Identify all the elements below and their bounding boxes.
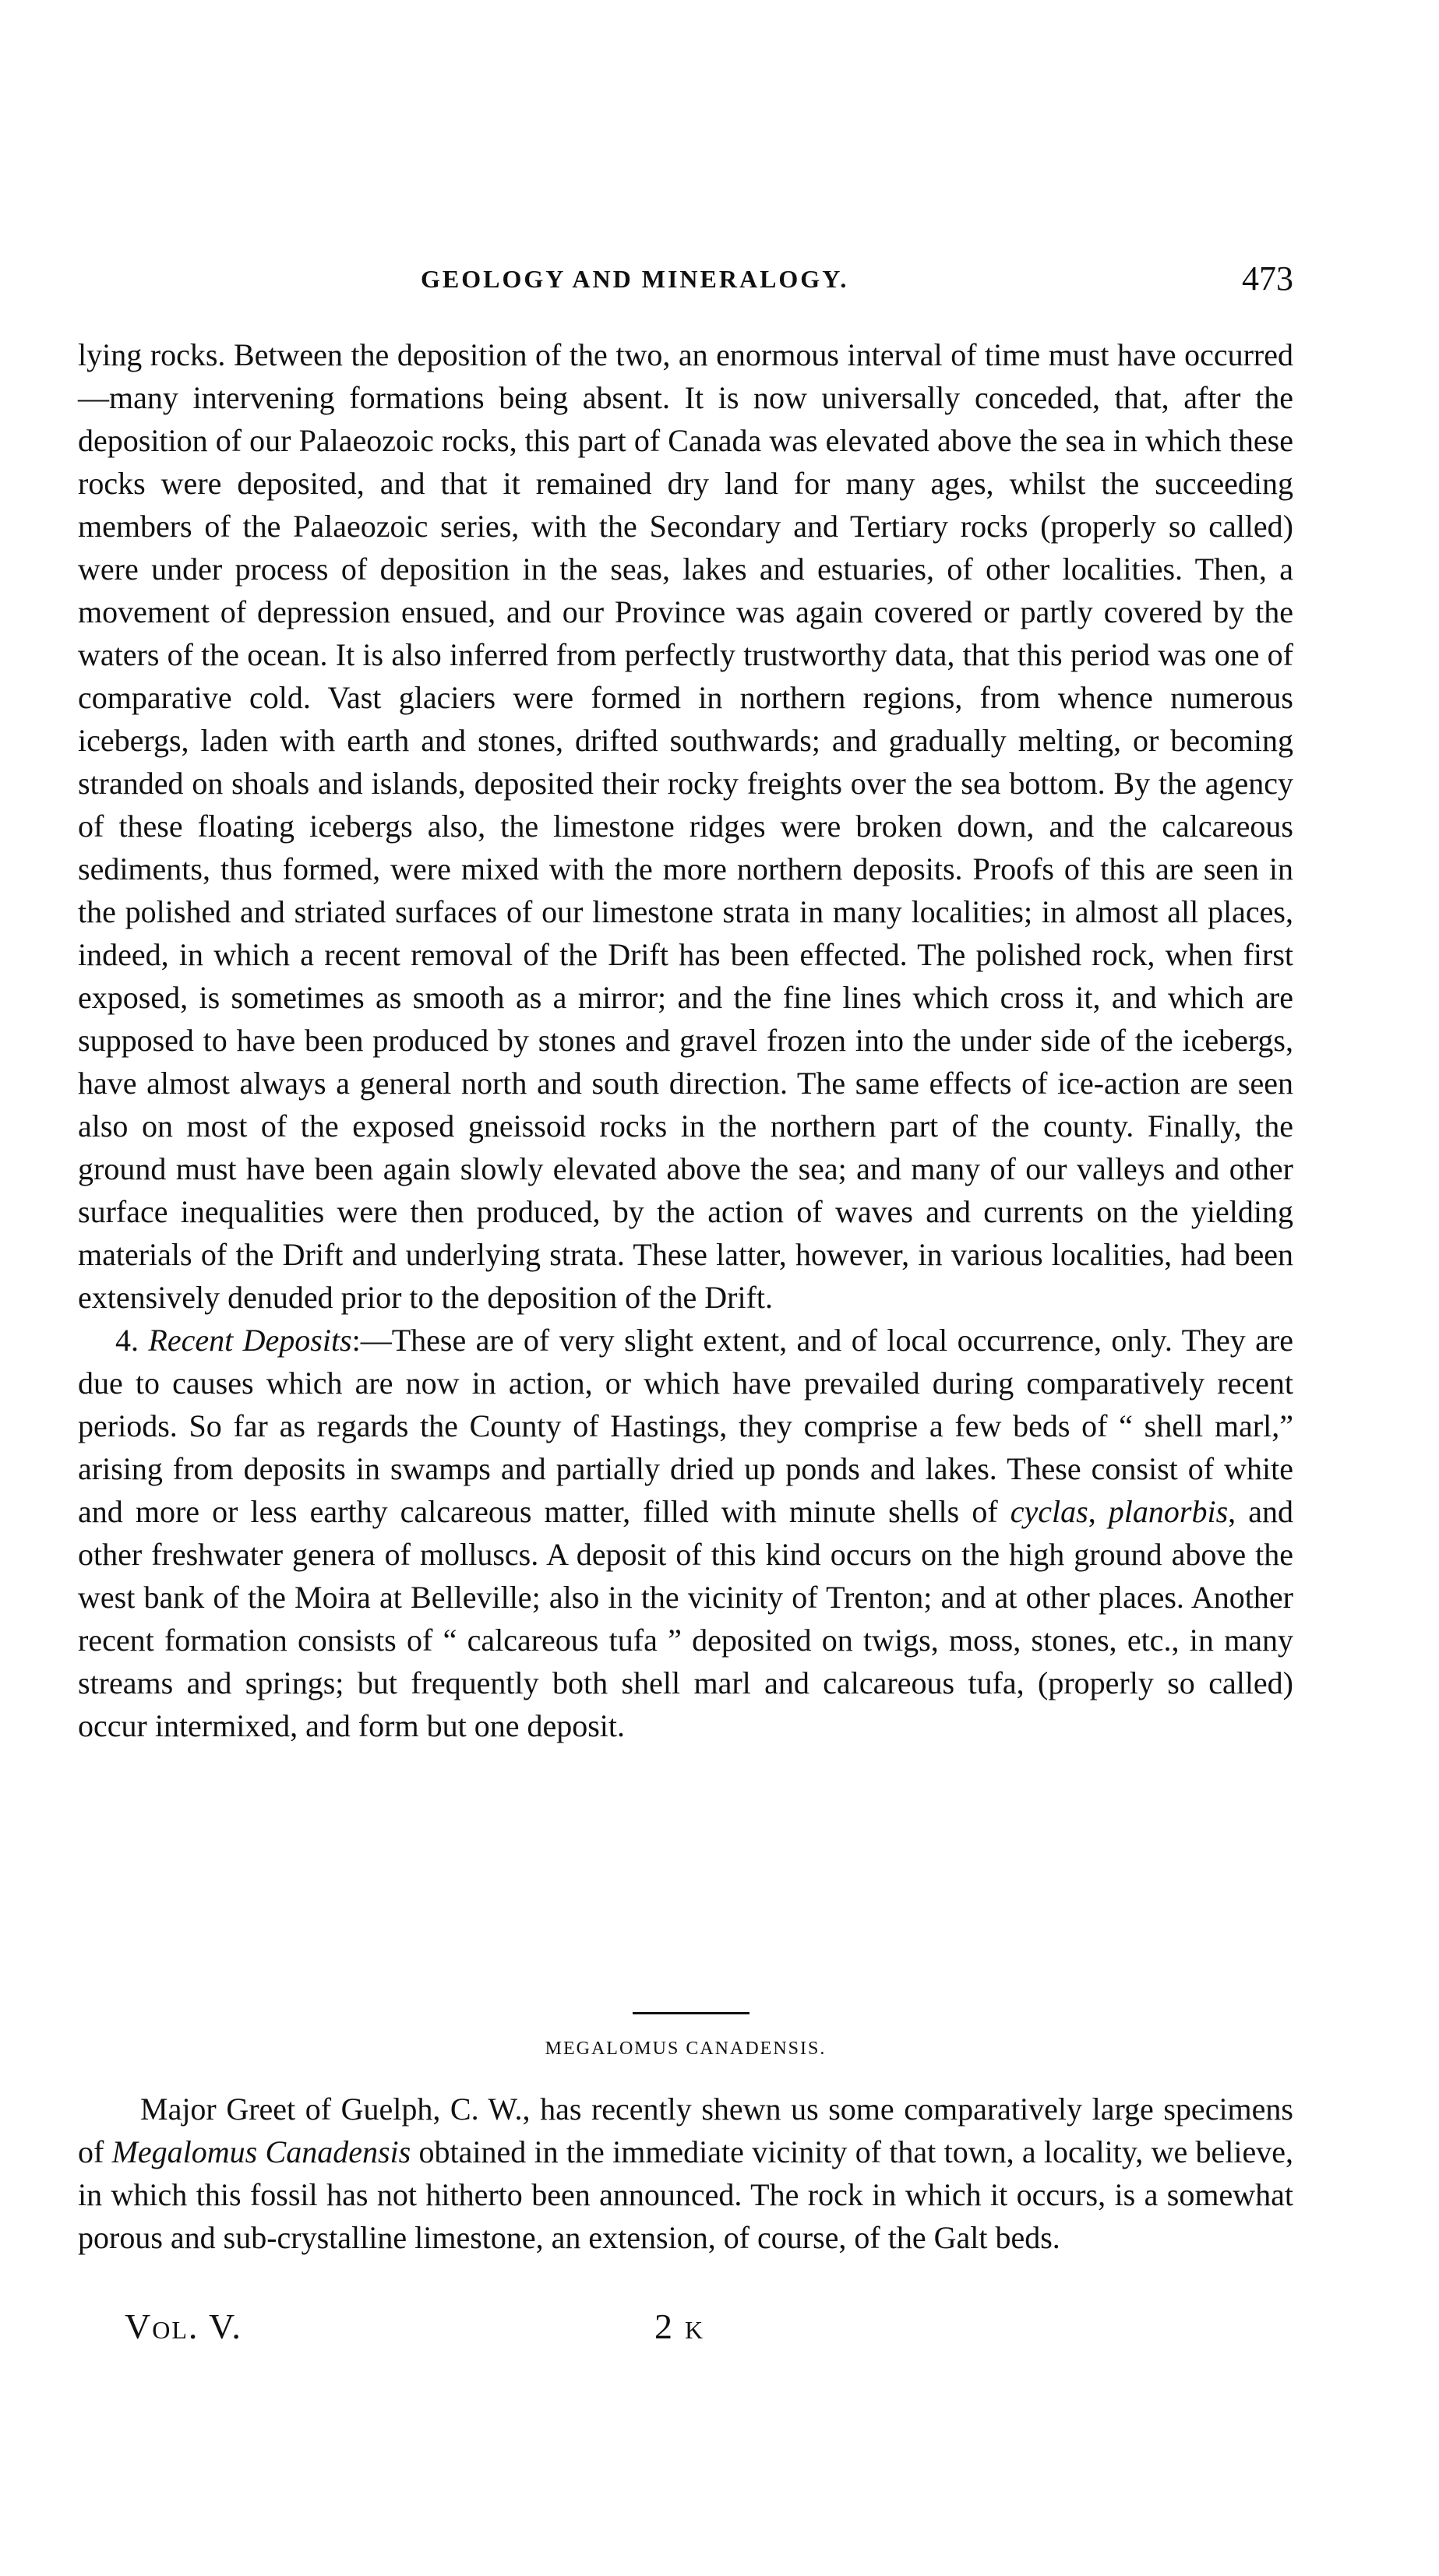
- page-footer: [125, 2306, 904, 2360]
- paragraph-heading: Recent Deposits: [148, 1323, 352, 1358]
- page-number: 473: [1242, 259, 1293, 298]
- running-head: GEOLOGY AND MINERALOGY.: [421, 265, 849, 293]
- section-lead-text: Major Greet of Guelph, C. W., has recently shewn us some comparatively large specimens of: [78, 2091, 1293, 2169]
- volume-label: Vol. V.: [125, 2306, 242, 2346]
- signature-number: 2: [654, 2306, 674, 2346]
- page-header: [78, 259, 1293, 312]
- section-paragraph: [78, 2088, 1293, 2259]
- signature-mark: [654, 2306, 704, 2347]
- genus-separator: ,: [1088, 1494, 1109, 1529]
- paragraph-recent-deposits: [78, 1319, 1293, 1747]
- genus-planorbis: planorbis: [1108, 1494, 1229, 1529]
- section-heading: MEGALOMUS CANADENSIS.: [545, 2039, 827, 2059]
- signature-letter: K: [685, 2316, 705, 2344]
- section-tail-text: obtained in the immediate vicinity of that town, a locality, we believe, in which this fossil has not hitherto been announced. The rock in which it occurs, is a somewhat porous and sub-crystalline limestone, an extension, of course, of the Galt beds.: [78, 2134, 1293, 2255]
- species-name: Megalomus Canadensis: [111, 2134, 411, 2169]
- paragraph-number: 4.: [115, 1323, 139, 1358]
- section-text: [78, 2088, 1293, 2259]
- section-divider: [633, 2012, 749, 2014]
- paragraph-continued: lying rocks. Between the deposition of the two, an enormous interval of time must have occurred—many intervening formations being absent. It is now universally conceded, that, after the deposition of our Palaeozoic rocks, this part of Canada was elevated above the sea in which these rocks were deposited, and that it remained dry land for many ages, whilst the succeeding members of the Palaeozoic series, with the Secondary and Tertiary rocks (properly so called) were under process of deposition in the seas, lakes and estuaries, of other localities. Then, a movement of depression ensued, and our Province was again covered or partly covered by the waters of the ocean. It is also inferred from perfectly trustworthy data, that this period was one of comparative cold. Vast glaciers were formed in northern regions, from whence numerous icebergs, laden with earth and stones, drifted southwards; and gradually melting, or becoming stranded on shoals and islands, deposited their rocky freights over the sea bottom. By the agency of these floating icebergs also, the limestone ridges were broken down, and the calcareous sediments, thus formed, were mixed with the more northern deposits. Proofs of this are seen in the polished and striated surfaces of our limestone strata in many localities; in almost all places, indeed, in which a recent removal of the Drift has been effected. The polished rock, when first exposed, is sometimes as smooth as a mirror; and the fine lines which cross it, and which are supposed to have been produced by stones and gravel frozen into the under side of the icebergs, have almost always a general north and south direction. The same effects of ice-action are seen also on most of the exposed gneissoid rocks in the northern part of the county. Finally, the ground must have been again slowly elevated above the sea; and many of our valleys and other surface inequalities were then produced, by the action of waves and currents on the yielding materials of the Drift and underlying strata. These latter, however, in various localities, had been extensively denuded prior to the deposition of the Drift.: [78, 337, 1293, 1315]
- paragraph-lead-text: :—These are of very slight extent, and of local occurrence, only. They are due to causes which are now in action, or which have prevailed during comparatively recent periods. So far as regards the County of Hastings, they comprise a few beds of “ shell marl,” arising from deposits in swamps and partially dried up ponds and lakes. These consist of white and more or less earthy calcareous matter, filled with minute shells of: [78, 1323, 1293, 1529]
- main-text: [78, 333, 1293, 1747]
- paragraph-tail-text: , and other freshwater genera of molluscs. A deposit of this kind occurs on the high ground above the west bank of the Moira at Belleville; also in the vicinity of Trenton; and at other places. Another recent formation consists of “ calcareous tufa ” deposited on twigs, moss, stones, etc., in many streams and springs; but frequently both shell marl and calcareous tufa, (properly so called) occur intermixed, and form but one deposit.: [78, 1494, 1294, 1743]
- genus-cyclas: cyclas: [1010, 1494, 1088, 1529]
